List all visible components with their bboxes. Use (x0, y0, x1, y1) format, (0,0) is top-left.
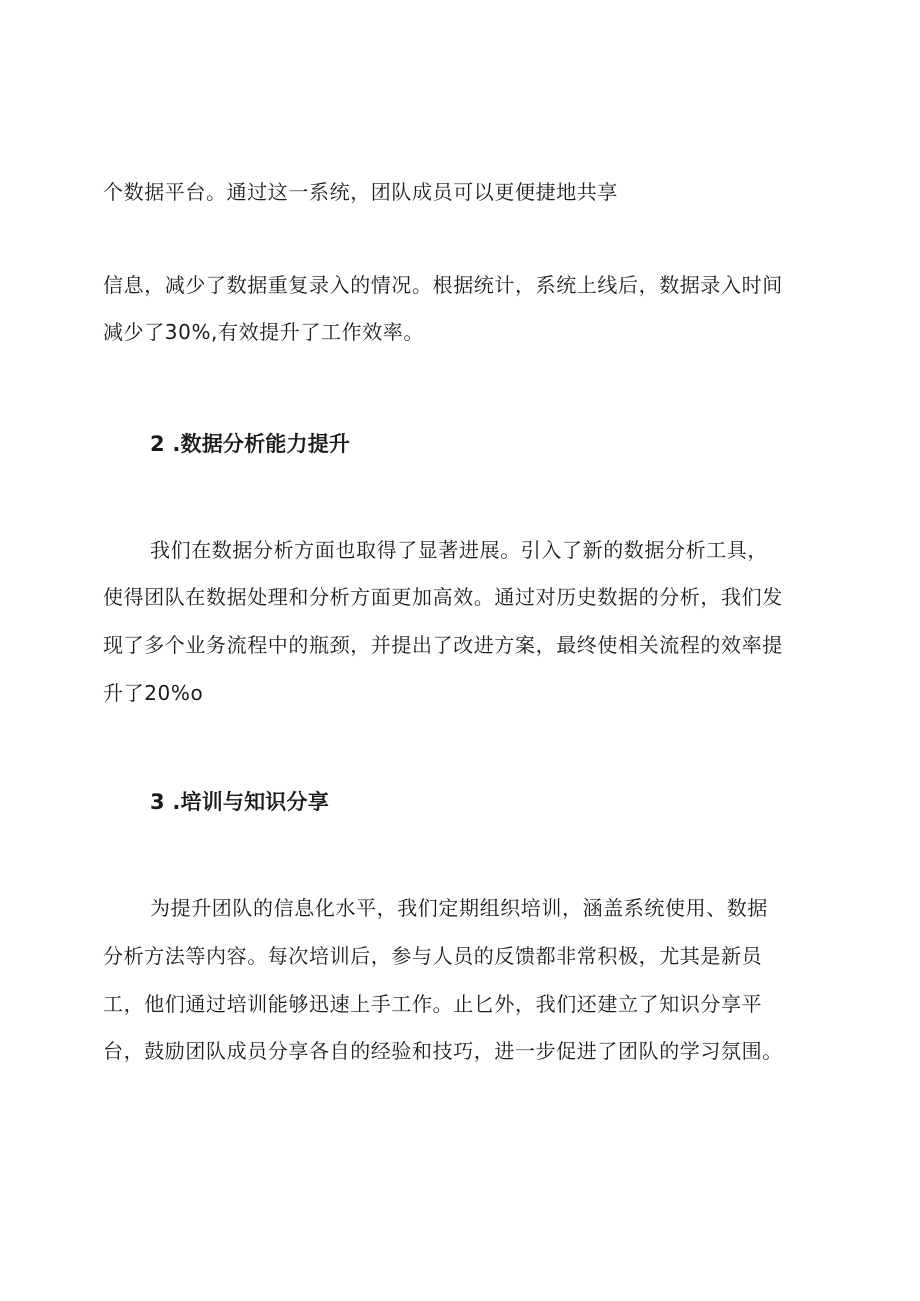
paragraph-1-line-3: 减少了30%,有效提升了工作效率。 (103, 320, 425, 344)
paragraph-1-line-1: 个数据平台。通过这一系统，团队成员可以更便捷地共享 (103, 180, 618, 204)
paragraph-2-line-1: 我们在数据分析方面也取得了显著进展。引入了新的数据分析工具， (150, 538, 768, 562)
paragraph-3-line-2: 分析方法等内容。每次培训后，参与人员的反馈都非常积极，尤其是新员 (103, 944, 763, 968)
paragraph-1-line-2: 信息，减少了数据重复录入的情况。根据统计，系统上线后，数据录入时间 (103, 273, 783, 297)
section-heading-3: 3 .培训与知识分享 (150, 790, 329, 814)
paragraph-3-line-3: 工，他们通过培训能够迅速上手工作。止匕外，我们还建立了知识分享平 (103, 992, 763, 1016)
paragraph-2-line-2: 使得团队在数据处理和分析方面更加高效。通过对历史数据的分析，我们发 (103, 585, 783, 609)
section-heading-2: 2 .数据分析能力提升 (150, 432, 351, 456)
paragraph-3-line-1: 为提升团队的信息化水平，我们定期组织培训，涵盖系统使用、数据 (150, 896, 768, 920)
paragraph-2-line-3: 现了多个业务流程中的瓶颈，并提出了改进方案，最终使相关流程的效率提 (103, 633, 783, 657)
paragraph-3-line-4: 台，鼓励团队成员分享各自的经验和技巧，进一步促进了团队的学习氛围。 (103, 1039, 783, 1063)
paragraph-2-line-4: 升了20%o (103, 681, 204, 705)
